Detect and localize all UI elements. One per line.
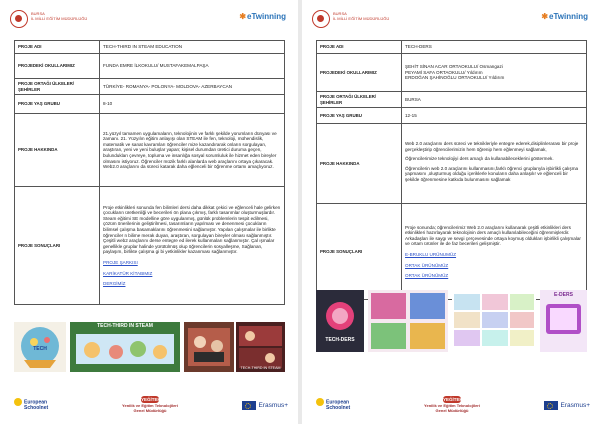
etwinning-logo: ✱eTwinning bbox=[541, 12, 588, 21]
european-schoolnet-logo: European Schoolnet bbox=[14, 398, 48, 412]
logo-line2: İL MİLLİ EĞİTİM MÜDÜRLÜĞÜ bbox=[31, 16, 88, 21]
schoolnet-icon bbox=[316, 398, 324, 406]
photo-tech-third-logo bbox=[14, 322, 66, 372]
table-row bbox=[15, 114, 285, 187]
photo-collage-2 bbox=[452, 290, 536, 352]
yegitek-logo: YEĞİTEK Yenilik ve Eğitim Teknolojileri Genel Müdürlüğü bbox=[424, 397, 480, 413]
meb-logo bbox=[312, 8, 390, 34]
row-label: PROJE ORTAĞI ÜLKELER/ŞEHİRLER bbox=[15, 79, 100, 95]
yegitek-logo: YEĞİTEK Yenilik ve Eğitim Teknolojileri Genel Müdürlüğü bbox=[122, 397, 178, 413]
link-common-product-2[interactable]: ORTAK ÜRÜNÜMÜZ bbox=[405, 273, 449, 279]
row-label: PROJE ORTAĞI ÜLKELER/ŞEHİRLER bbox=[317, 92, 402, 108]
school-line: PEYAMİ SAFA ORTAOKULU/ Yıldırım bbox=[405, 69, 483, 75]
etwinning-logo: ✱eTwinning bbox=[239, 12, 286, 21]
banner-caption: TECH-THIRD IN STEAM bbox=[97, 323, 153, 329]
row-label: PROJEDEKİ OKULLARIMIZ bbox=[15, 54, 100, 79]
photo-tech-ders-logo bbox=[316, 290, 364, 352]
row-value: FUNDA EMRE İLKOKULU/ MUSTAFAKEMALPAŞA bbox=[100, 54, 285, 79]
results-text: Proje sonunda; öğrencilerimiz Web 2.0 araçlarını kullanarak çeşitli etkinlikleri ders etkinlikleri hazırlayarak teknolojinin ders amaçlı kullanılabileceğini öğrenmişlerdir. Arkadaşları ile saygı ve sevgi çerçevesinde ortaya koymuş oldukları işbirlikli çalışmalar ve ortam ürünler ile de faz becerileri gelişmiştir. bbox=[405, 224, 581, 247]
eu-flag-icon bbox=[242, 401, 256, 410]
photo-classroom-2 bbox=[236, 322, 285, 372]
table-row bbox=[15, 187, 285, 305]
link-cartoon-book[interactable]: KARİKATÜR KİTABIMIZ bbox=[103, 270, 153, 276]
school-line: ERDOĞAN ŞAHİNOĞLU ORTAOKULU/ Yıldırım bbox=[405, 75, 505, 81]
row-label: PROJE SONUÇLARI bbox=[317, 204, 402, 300]
table-row bbox=[15, 95, 285, 114]
table-row bbox=[317, 124, 587, 204]
school-line: ŞEHİT SİNAN ACAR ORTAOKULU/ Osmangazi bbox=[405, 64, 503, 70]
row-label: PROJEDEKİ OKULLARIMIZ bbox=[317, 54, 402, 92]
yegitek-icon: YEĞİTEK bbox=[443, 397, 463, 402]
table-row bbox=[15, 54, 285, 79]
photo-caption: TECH-THIRD IN STEAM bbox=[240, 366, 281, 370]
schoolnet-icon bbox=[14, 398, 22, 406]
row-value bbox=[402, 124, 587, 204]
table-row bbox=[317, 54, 587, 92]
about-para: Öğrencilerin web 2.0 araçlarını kullanmasını,farklı öğrenci gruplarıyla işbirlikli çalışma yapmasını ,oluşturmuş olduğu içeriklerle konuların daha anlaşılır ve eğlenceli bir şekilde öğrenmesine katkıda bulunmasını sağlamak bbox=[405, 165, 579, 182]
yegitek-icon: YEĞİTEK bbox=[141, 397, 161, 402]
photo-strip bbox=[316, 290, 587, 356]
row-label: PROJE HAKKINDA bbox=[317, 124, 402, 204]
row-label: PROJE ADI bbox=[317, 41, 402, 54]
row-label: PROJE HAKKINDA bbox=[15, 114, 100, 187]
row-value: TECH-DERS bbox=[402, 41, 587, 54]
photo-collage-1 bbox=[368, 290, 448, 352]
photo-caption: E-DERS bbox=[554, 292, 573, 298]
project-info-table bbox=[14, 40, 285, 305]
row-value: BURSA bbox=[402, 92, 587, 108]
etwinning-icon: ✱ bbox=[239, 12, 247, 21]
link-project-song[interactable]: PROJE ŞARKISI bbox=[103, 259, 138, 265]
table-row bbox=[317, 92, 587, 108]
row-label: PROJE YAŞ GRUBU bbox=[317, 108, 402, 124]
results-text: Proje etkinlikleri sonunda fen bilimleri dersi daha dikkat çekici ve eğlenceli hale gelirken çocukların üretkenliği ve becerileri ön plana çıkmış, farklı tasarımlar oluşturmuşlardır. Steam eğitimi SE modelline göre uygulanmış, günlük problemlerin tespit edilmesi, çözüm önerilerinin geliştirilmesi, tasarımların yapılması ve denenmesi çocukların bilimsel çalışma basamaklarını öğrenmesini sağlamıştır. Yapılan çalışmalar ile birlikte öğrenciler n bilime merak duyan, araştıran, sorgulayan bireyler olması sağlanmıştır. Çeşitli web2 araçlarını derse entegre ed ilerek kullanmaları sağlanmıştır. Çal ışmalar genellikle gruplar halinde yürütülmüş olup öğrencilerin sosyalleşme, Sağlanan, paylaşım, birlikte çalışma gi bi yetkinlikler kazanması sağlanmıştır. bbox=[103, 204, 281, 255]
row-value: TÜRKİYE- ROMANYA- POLONYA- MOLDOVA- AZERBAYCAN bbox=[100, 79, 285, 95]
erasmus-logo: Erasmus+ bbox=[242, 401, 288, 410]
logo-line1: BURSA bbox=[333, 11, 347, 16]
photo-tech-third-banner bbox=[70, 322, 180, 372]
footer bbox=[0, 396, 298, 418]
meb-logo bbox=[10, 8, 88, 34]
about-para: Web 2.0 araçlarını ders süreci ve teknikleriyle entegre ederek,disiplinlerarası bir proje gerçekleştirip öğrencilerimizin hem öğrenip hem eğlenmeyi sağlamak, bbox=[405, 140, 579, 152]
row-value bbox=[402, 204, 587, 300]
photo-caption: TECH-DERS bbox=[325, 337, 355, 343]
document-page-right bbox=[302, 0, 600, 424]
document-page-left bbox=[0, 0, 298, 424]
photo-e-ders bbox=[540, 290, 587, 352]
row-value: TECH-THIRD IN STEAM EDUCATION bbox=[100, 41, 285, 54]
project-info-table bbox=[316, 40, 587, 300]
row-label: PROJE YAŞ GRUBU bbox=[15, 95, 100, 114]
svg-text:TECH: TECH bbox=[33, 346, 47, 352]
row-label: PROJE SONUÇLARI bbox=[15, 187, 100, 305]
row-value: 8-10 bbox=[100, 95, 285, 114]
logo-line2: İL MİLLİ EĞİTİM MÜDÜRLÜĞÜ bbox=[333, 16, 390, 21]
row-value bbox=[100, 187, 285, 305]
footer bbox=[302, 396, 600, 418]
european-schoolnet-logo: European Schoolnet bbox=[316, 398, 350, 412]
erasmus-logo: Erasmus+ bbox=[544, 401, 590, 410]
row-label: PROJE ADI bbox=[15, 41, 100, 54]
row-value: 12-15 bbox=[402, 108, 587, 124]
link-e-product[interactable]: E-BRUKLU URÜNUMÜZ bbox=[405, 251, 457, 257]
etwinning-icon: ✱ bbox=[541, 12, 549, 21]
link-common-product-1[interactable]: ORTAK ÜRÜNÜMÜZ bbox=[405, 262, 449, 268]
row-value bbox=[402, 54, 587, 92]
photo-classroom-1 bbox=[184, 322, 234, 372]
eu-flag-icon bbox=[544, 401, 558, 410]
table-row bbox=[317, 41, 587, 54]
table-row bbox=[317, 204, 587, 300]
table-row bbox=[15, 79, 285, 95]
about-para: Öğrencilerimize teknolojiyi ders amaçlı da kullanabileceklerini göstermek. bbox=[405, 156, 554, 162]
link-magazine[interactable]: DERGİMİZ bbox=[103, 281, 126, 287]
seal-icon bbox=[312, 10, 330, 28]
logo-line1: BURSA bbox=[31, 11, 45, 16]
table-row bbox=[15, 41, 285, 54]
table-row bbox=[317, 108, 587, 124]
photo-strip bbox=[14, 322, 285, 372]
row-value: 21.yüzyıl tamamen uygulamaların, teknolojinin ve farklı şekilde yorumların dünyası ve zamanı. 21. Yüzyılın eğitim anlayışı olan STEAM ile fen, teknoloji, mühendislik, matematik ve sanat kavramları öğrenciler mize kazandırarak onların sorgulayan, araştıran, yeni ve yeni buluşlar yapan; kişisel durumdan üretici duruma geçen, bulundukları çevreye, topluma ve insanlığa sosyal sorumluluk ile hizmet eden bireyler olmasını istiyoruz. Öğrenciler müzik farklı alanlarda web araçlarını ortaya çıkaracak. Web2.0 araçlarını da süreci katarak daha eğlenceli bir öğrenme ortamı amaçlıyoruz. bbox=[100, 114, 285, 187]
seal-icon bbox=[10, 10, 28, 28]
